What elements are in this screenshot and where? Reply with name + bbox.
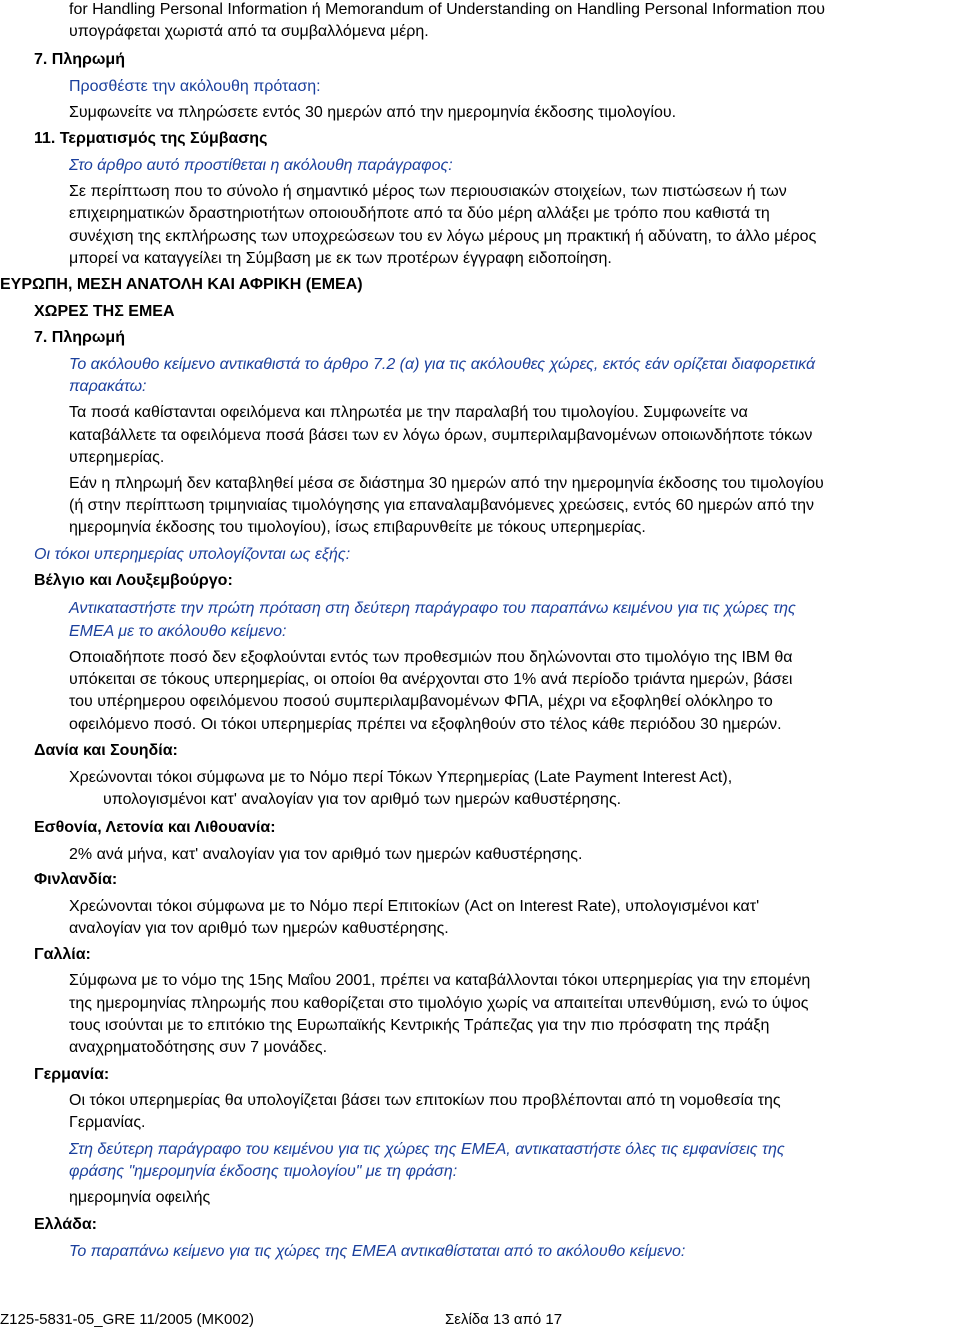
section-heading-payment: 7. Πληρωμή — [34, 329, 125, 346]
body-text: Σε περίπτωση που το σύνολο ή σημαντικό μέρος των περιουσιακών στοιχείων, των πιστώσεων ή των — [69, 183, 787, 200]
body-text: Οι τόκοι υπερημερίας θα υπολογίζεται βάσει των επιτοκίων που προβλέπονται από τη νομοθεσία της — [69, 1092, 781, 1109]
body-text: τους ισούνται με το επιτόκιο της Ευρωπαϊκής Κεντρικής Τράπεζας για την πιο πρόσφατη της πράξη — [69, 1017, 770, 1034]
body-text: συνέχιση της εκπλήρωσης των υποχρεώσεων του εν λόγω μέρους μη πρακτική ή αδύνατη, το άλλο μέρος — [69, 228, 817, 245]
region-subheading: ΧΩΡΕΣ ΤΗΣ ΕΜΕΑ — [34, 303, 175, 320]
instruction-text: Αντικαταστήστε την πρώτη πρόταση στη δεύτερη παράγραφο του παραπάνω κειμένου για τις χώρες της — [69, 600, 796, 617]
body-text: υπερημερίας. — [69, 449, 165, 466]
country-heading-france: Γαλλία: — [34, 946, 91, 963]
country-heading-germany: Γερμανία: — [34, 1066, 110, 1083]
body-text: Χρεώνονται τόκοι σύμφωνα με το Νόμο περί Επιτοκίων (Act on Interest Rate), υπολογισμένοι κατ' — [69, 898, 760, 915]
body-text: Γερμανίας. — [69, 1114, 146, 1131]
body-text: Οποιαδήποτε ποσό δεν εξοφλούνται εντός των προθεσμιών που δηλώνονται στο τιμολόγιο της IBM θα — [69, 649, 793, 666]
instruction-text: Στη δεύτερη παράγραφο του κειμένου για τις χώρες της ΕΜΕΑ, αντικαταστήστε όλες τις εμφανίσεις της — [69, 1141, 785, 1158]
instruction-text: Το παραπάνω κείμενο για τις χώρες της ΕΜΕΑ αντικαθίσταται από το ακόλουθο κείμενο: — [69, 1243, 686, 1260]
body-text: Χρεώνονται τόκοι σύμφωνα με το Νόμο περί Τόκων Υπερημερίας (Late Payment Interest Act), — [69, 769, 733, 786]
section-heading-payment: 7. Πληρωμή — [34, 51, 125, 68]
body-text: της ημερομηνίας πληρωμής που καθορίζεται στο τιμολόγιο χωρίς να απαιτείται υπενθύμιση, ενώ το ύψος — [69, 995, 809, 1012]
intro-line: for Handling Personal Information ή Memorandum of Understanding on Handling Personal Information που — [69, 1, 825, 18]
body-text: 2% ανά μήνα, κατ' αναλογίαν για τον αριθμό των ημερών καθυστέρησης. — [69, 846, 583, 863]
body-text: υπόκειται σε τόκους υπερημερίας, οι οποίοι θα ανέρχονται στο 1% ανά περίοδο τριάντα ημερών, βάσει — [69, 671, 793, 688]
body-text: μπορεί να καταγγείλει τη Σύμβαση με εκ των προτέρων έγγραφη ειδοποίηση. — [69, 250, 612, 267]
country-heading-greece: Ελλάδα: — [34, 1216, 97, 1233]
instruction-text: ΕΜΕΑ με το ακόλουθο κείμενο: — [69, 623, 287, 640]
body-text: Σύμφωνα με το νόμο της 15ης Μαΐου 2001, πρέπει να καταβάλλονται τόκοι υπερημερίας για την επομένη — [69, 972, 811, 989]
section-heading-termination: 11. Τερματισμός της Σύμβασης — [34, 130, 268, 147]
body-text: Τα ποσά καθίστανται οφειλόμενα και πληρωτέα με την παραλαβή του τιμολογίου. Συμφωνείτε να — [69, 404, 748, 421]
body-text: του υπέρημερου οφειλόμενου ποσού συμπεριλαμβανομένων ΦΠΑ, μέχρι να εξοφληθεί ολόκληρο το — [69, 693, 773, 710]
body-text: καταβάλλετε τα οφειλόμενα ποσά βάσει των εν λόγω όρων, συμπεριλαμβανομένων οποιωνδήποτε τόκων — [69, 427, 813, 444]
body-text: (ή στην περίπτωση τριμηνιαίας τιμολόγησης για επαναλαμβανόμενες χρεώσεις, εντός 60 ημερών από την — [69, 497, 815, 514]
instruction-text: Το ακόλουθο κείμενο αντικαθιστά το άρθρο 7.2 (α) για τις ακόλουθες χώρες, εκτός εάν ορίζεται διαφορετικά — [69, 356, 816, 373]
intro-line: υπογράφεται χωριστά από τα συμβαλλόμενα μέρη. — [69, 23, 429, 40]
instruction-text: φράσης "ημερομηνία έκδοσης τιμολογίου" με τη φράση: — [69, 1163, 458, 1180]
instruction-text: παρακάτω: — [69, 378, 147, 395]
country-heading-denmark: Δανία και Σουηδία: — [34, 742, 178, 759]
body-text: αναχρηματοδότησης συν 7 μονάδες. — [69, 1039, 328, 1056]
footer-page-number: Σελίδα 13 από 17 — [445, 1311, 563, 1328]
region-heading: ΕΥΡΩΠΗ, ΜΕΣΗ ΑΝΑΤΟΛΗ ΚΑΙ ΑΦΡΙΚΗ (ΕΜΕΑ) — [0, 276, 363, 293]
body-text: αναλογίαν για τον αριθμό των ημερών καθυστέρησης. — [69, 920, 449, 937]
body-text: οφειλόμενο ποσό. Οι τόκοι υπερημερίας πρέπει να εξοφληθούν στο τέλος κάθε περιόδου 30 ημερών. — [69, 716, 782, 733]
body-text: Συμφωνείτε να πληρώσετε εντός 30 ημερών από την ημερομηνία έκδοσης τιμολογίου. — [69, 104, 677, 121]
body-text: ημερομηνία έκδοσης του τιμολογίου), ίσως επιβαρυνθείτε με τόκους υπερημερίας. — [69, 519, 646, 536]
body-text: επιχειρηματικών δραστηριοτήτων οποιουδήποτε από τα δύο μέρη αλλάξει με τρόπο που καθιστά τη — [69, 205, 770, 222]
country-heading-belgium: Βέλγιο και Λουξεμβούργο: — [34, 572, 233, 589]
body-text: Εάν η πληρωμή δεν καταβληθεί μέσα σε διάστημα 30 ημερών από την ημερομηνία έκδοσης του τιμολογίου — [69, 475, 824, 492]
body-text: υπολογισμένοι κατ' αναλογίαν για τον αριθμό των ημερών καθυστέρησης. — [103, 791, 622, 808]
body-text: ημερομηνία οφειλής — [69, 1189, 211, 1206]
instruction-text: Οι τόκοι υπερημερίας υπολογίζονται ως εξής: — [34, 546, 351, 563]
footer-doc-id: Z125-5831-05_GRE 11/2005 (MK002) — [0, 1311, 255, 1328]
instruction-text: Στο άρθρο αυτό προστίθεται η ακόλουθη παράγραφος: — [69, 157, 453, 174]
country-heading-estonia: Εσθονία, Λετονία και Λιθουανία: — [34, 819, 276, 836]
country-heading-finland: Φινλανδία: — [34, 871, 118, 888]
instruction-text: Προσθέστε την ακόλουθη πρόταση: — [69, 78, 321, 95]
